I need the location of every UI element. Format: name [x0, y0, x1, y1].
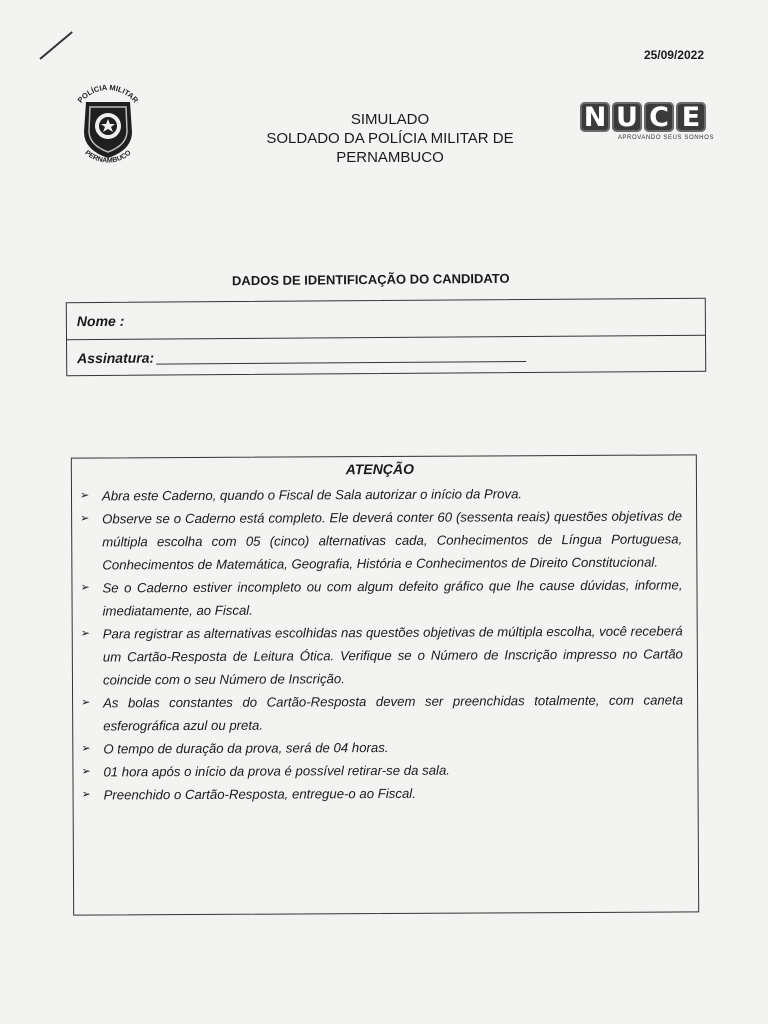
title-line: PERNAMBUCO: [336, 149, 444, 166]
identification-box: [66, 298, 707, 376]
logo-tagline: APROVANDO SEUS SONHOS: [617, 135, 714, 141]
attention-title: ATENÇÃO: [345, 460, 415, 478]
arrow-bullet-icon: ➢: [81, 742, 91, 755]
identification-title: DADOS DE IDENTIFICAÇÃO DO CANDIDATO: [231, 270, 510, 289]
police-seal-icon: [62, 80, 154, 172]
signature-row[interactable]: [67, 335, 705, 375]
list-item: ➢ Observe se o Caderno está completo. Ele deverá conter 60 (sessenta reais) questões objetivas de múltipla escolha com 05 (cinco) alternativas cada, Conhecimentos de Língua Portuguesa, Conhecimentos de Matemática, Geografia, História e Conhecimentos de Direito Constitucional.: [80, 508, 683, 573]
arrow-bullet-icon: ➢: [81, 788, 91, 801]
logo-letter: N: [580, 102, 610, 132]
pen-mark: [39, 31, 72, 60]
name-row[interactable]: [67, 299, 705, 339]
signature-label: Assinatura:: [77, 349, 155, 366]
arrow-bullet-icon: ➢: [79, 489, 90, 502]
list-item: ➢ O tempo de duração da prova, será de 04 horas.: [79, 734, 683, 760]
exam-date: 25/09/2022: [643, 48, 704, 62]
title-line: SOLDADO DA POLÍCIA MILITAR DE: [266, 130, 514, 147]
nuce-logo: [580, 102, 714, 141]
logo-letter: C: [644, 102, 674, 132]
arrow-bullet-icon: ➢: [81, 765, 91, 778]
list-item: ➢ 01 hora após o início da prova é possível retirar-se da sala.: [79, 757, 683, 783]
list-item: ➢ Para registrar as alternativas escolhidas nas questões objetivas de múltipla escolha, você receberá um Cartão-Resposta de Leitura Ótica. Verifique se o Número de Inscrição impresso no Cartão coincide com o seu Número de Inscrição.: [80, 623, 683, 688]
signature-line: [156, 347, 526, 365]
arrow-bullet-icon: ➢: [80, 581, 90, 594]
attention-box: [71, 454, 699, 915]
list-item: ➢ Abra este Caderno, quando o Fiscal de Sala autorizar o início da Prova.: [78, 481, 682, 507]
arrow-bullet-icon: ➢: [81, 696, 91, 709]
exam-title: [230, 110, 550, 167]
name-label: Nome :: [76, 312, 125, 330]
seal-top-text: POLÍCIA MILITAR: [75, 82, 141, 105]
logo-letter: U: [612, 102, 642, 132]
list-item: ➢ Se o Caderno estiver incompleto ou com algum defeito gráfico que lhe cause dúvidas, informe, imediatamente, ao Fiscal.: [80, 577, 683, 619]
arrow-bullet-icon: ➢: [80, 627, 90, 640]
title-line: SIMULADO: [350, 111, 430, 128]
arrow-bullet-icon: ➢: [80, 512, 90, 525]
svg-text:POLÍCIA MILITAR: [76, 83, 141, 105]
list-item: ➢ As bolas constantes do Cartão-Resposta devem ser preenchidas totalmente, com caneta esferográfica azul ou preta.: [81, 692, 684, 734]
attention-list: [78, 481, 684, 806]
list-item: ➢ Preenchido o Cartão-Resposta, entregue-o ao Fiscal.: [80, 780, 684, 806]
seal-bottom-text: PERNAMBUCO: [83, 149, 133, 165]
logo-letter: E: [676, 102, 706, 132]
